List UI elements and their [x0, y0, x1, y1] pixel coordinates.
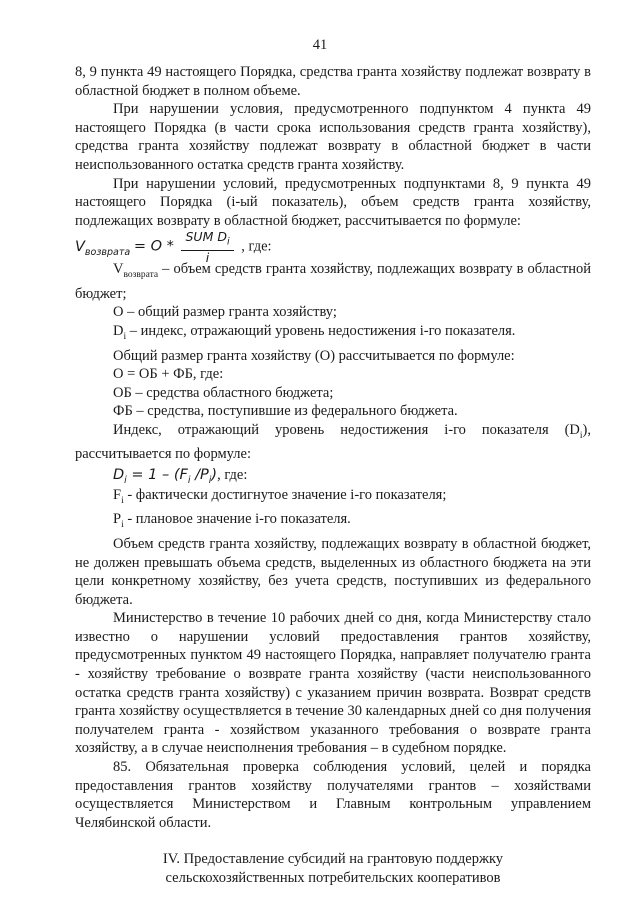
formula-equals: = О *	[133, 238, 174, 255]
paragraph: При нарушении условий, предусмотренных подпунктами 8, 9 пункта 49 настоящего Порядка (i-ый показатель), объем средств гранта хозяйству, подлежащих возврату в областной бюджет, рассчитывается по формуле:	[75, 175, 591, 229]
index-intro: Индекс, отражающий уровень недостижения i-го показателя $(D_i)$, рассчитывается по формуле:	[75, 421, 591, 463]
paragraph: Министерство в течение 10 рабочих дней со дня, когда Министерству стало известно о нарушении условий предоставления грантов хозяйству, предусмотренных пунктом 49 настоящего Порядка, направляет получателю гранта - хозяйству требование о возврате гранта хозяйству (части неиспользованного остатка средств гранта хозяйству) с указанием причин возврата. Возврат средств гранта хозяйству осуществляется в течение 30 календарных дней со дня получения получателем гранта - хозяйством указанного требования о возврате гранта хозяйству, а в случае неисполнения требования – в судебном порядке.	[75, 610, 591, 757]
formula-return-volume	[75, 229, 591, 265]
total-grant-formula: О = ОБ + ФБ, где:	[113, 366, 224, 383]
paragraph: 85. Обязательная проверка соблюдения условий, целей и порядка предоставления грантов хозяйству получателями грантов – хозяйствами осуществляется Министерством и Главным контрольным управлением Челябинской области.	[75, 759, 591, 831]
formula-fraction: $\frac{SUM D_i}{i}$	[181, 230, 233, 265]
total-grant-intro: Общий размер гранта хозяйству (О) рассчитывается по формуле:	[113, 347, 515, 364]
definition-f: $F_i$ - фактически достигнутое значение i-го показателя;	[113, 486, 447, 506]
formula-index: $D_i = 1 - (F_i$ $/P_i$), где:	[113, 466, 248, 486]
formula-lhs: $V_{возврата}$	[75, 238, 131, 258]
definition-ob: ОБ – средства областного бюджета;	[113, 384, 334, 401]
definition-o: О – общий размер гранта хозяйству;	[113, 304, 337, 321]
definition-p: $P_i$ - плановое значение i-го показателя.	[113, 511, 351, 531]
definition-d: $D_i$ – индекс, отражающий уровень недостижения i-го показателя.	[113, 323, 516, 342]
paragraph: При нарушении условия, предусмотренного подпунктом 4 пункта 49 настоящего Порядка (в части срока использования средств гранта хозяйству), средства гранта хозяйству подлежат возврату в областной бюджет в части неиспользованного остатка средств гранта хозяйству.	[75, 101, 591, 173]
paragraph: 8, 9 пункта 49 настоящего Порядка, средства гранта хозяйству подлежат возврату в областной бюджет в полном объеме.	[75, 64, 591, 99]
paragraph: Объем средств гранта хозяйству, подлежащих возврату в областной бюджет, не должен превышать объема средств, выделенных из областного бюджета на эти цели конкретному хозяйству, без учета средств, поступивших из федерального бюджета.	[75, 535, 591, 608]
section-heading: IV. Предоставление субсидий на грантовую поддержку сельскохозяйственных потребительских кооперативов	[162, 851, 504, 887]
document-body	[75, 63, 591, 888]
definition-fb: ФБ – средства, поступившие из федерального бюджета.	[113, 403, 458, 420]
page-number: 41	[312, 37, 328, 53]
definition-v: $V_{возврата}$ – объем средств гранта хозяйству, подлежащих возврату в областной бюджет;	[75, 261, 591, 302]
formula-tail: , где:	[241, 238, 272, 255]
